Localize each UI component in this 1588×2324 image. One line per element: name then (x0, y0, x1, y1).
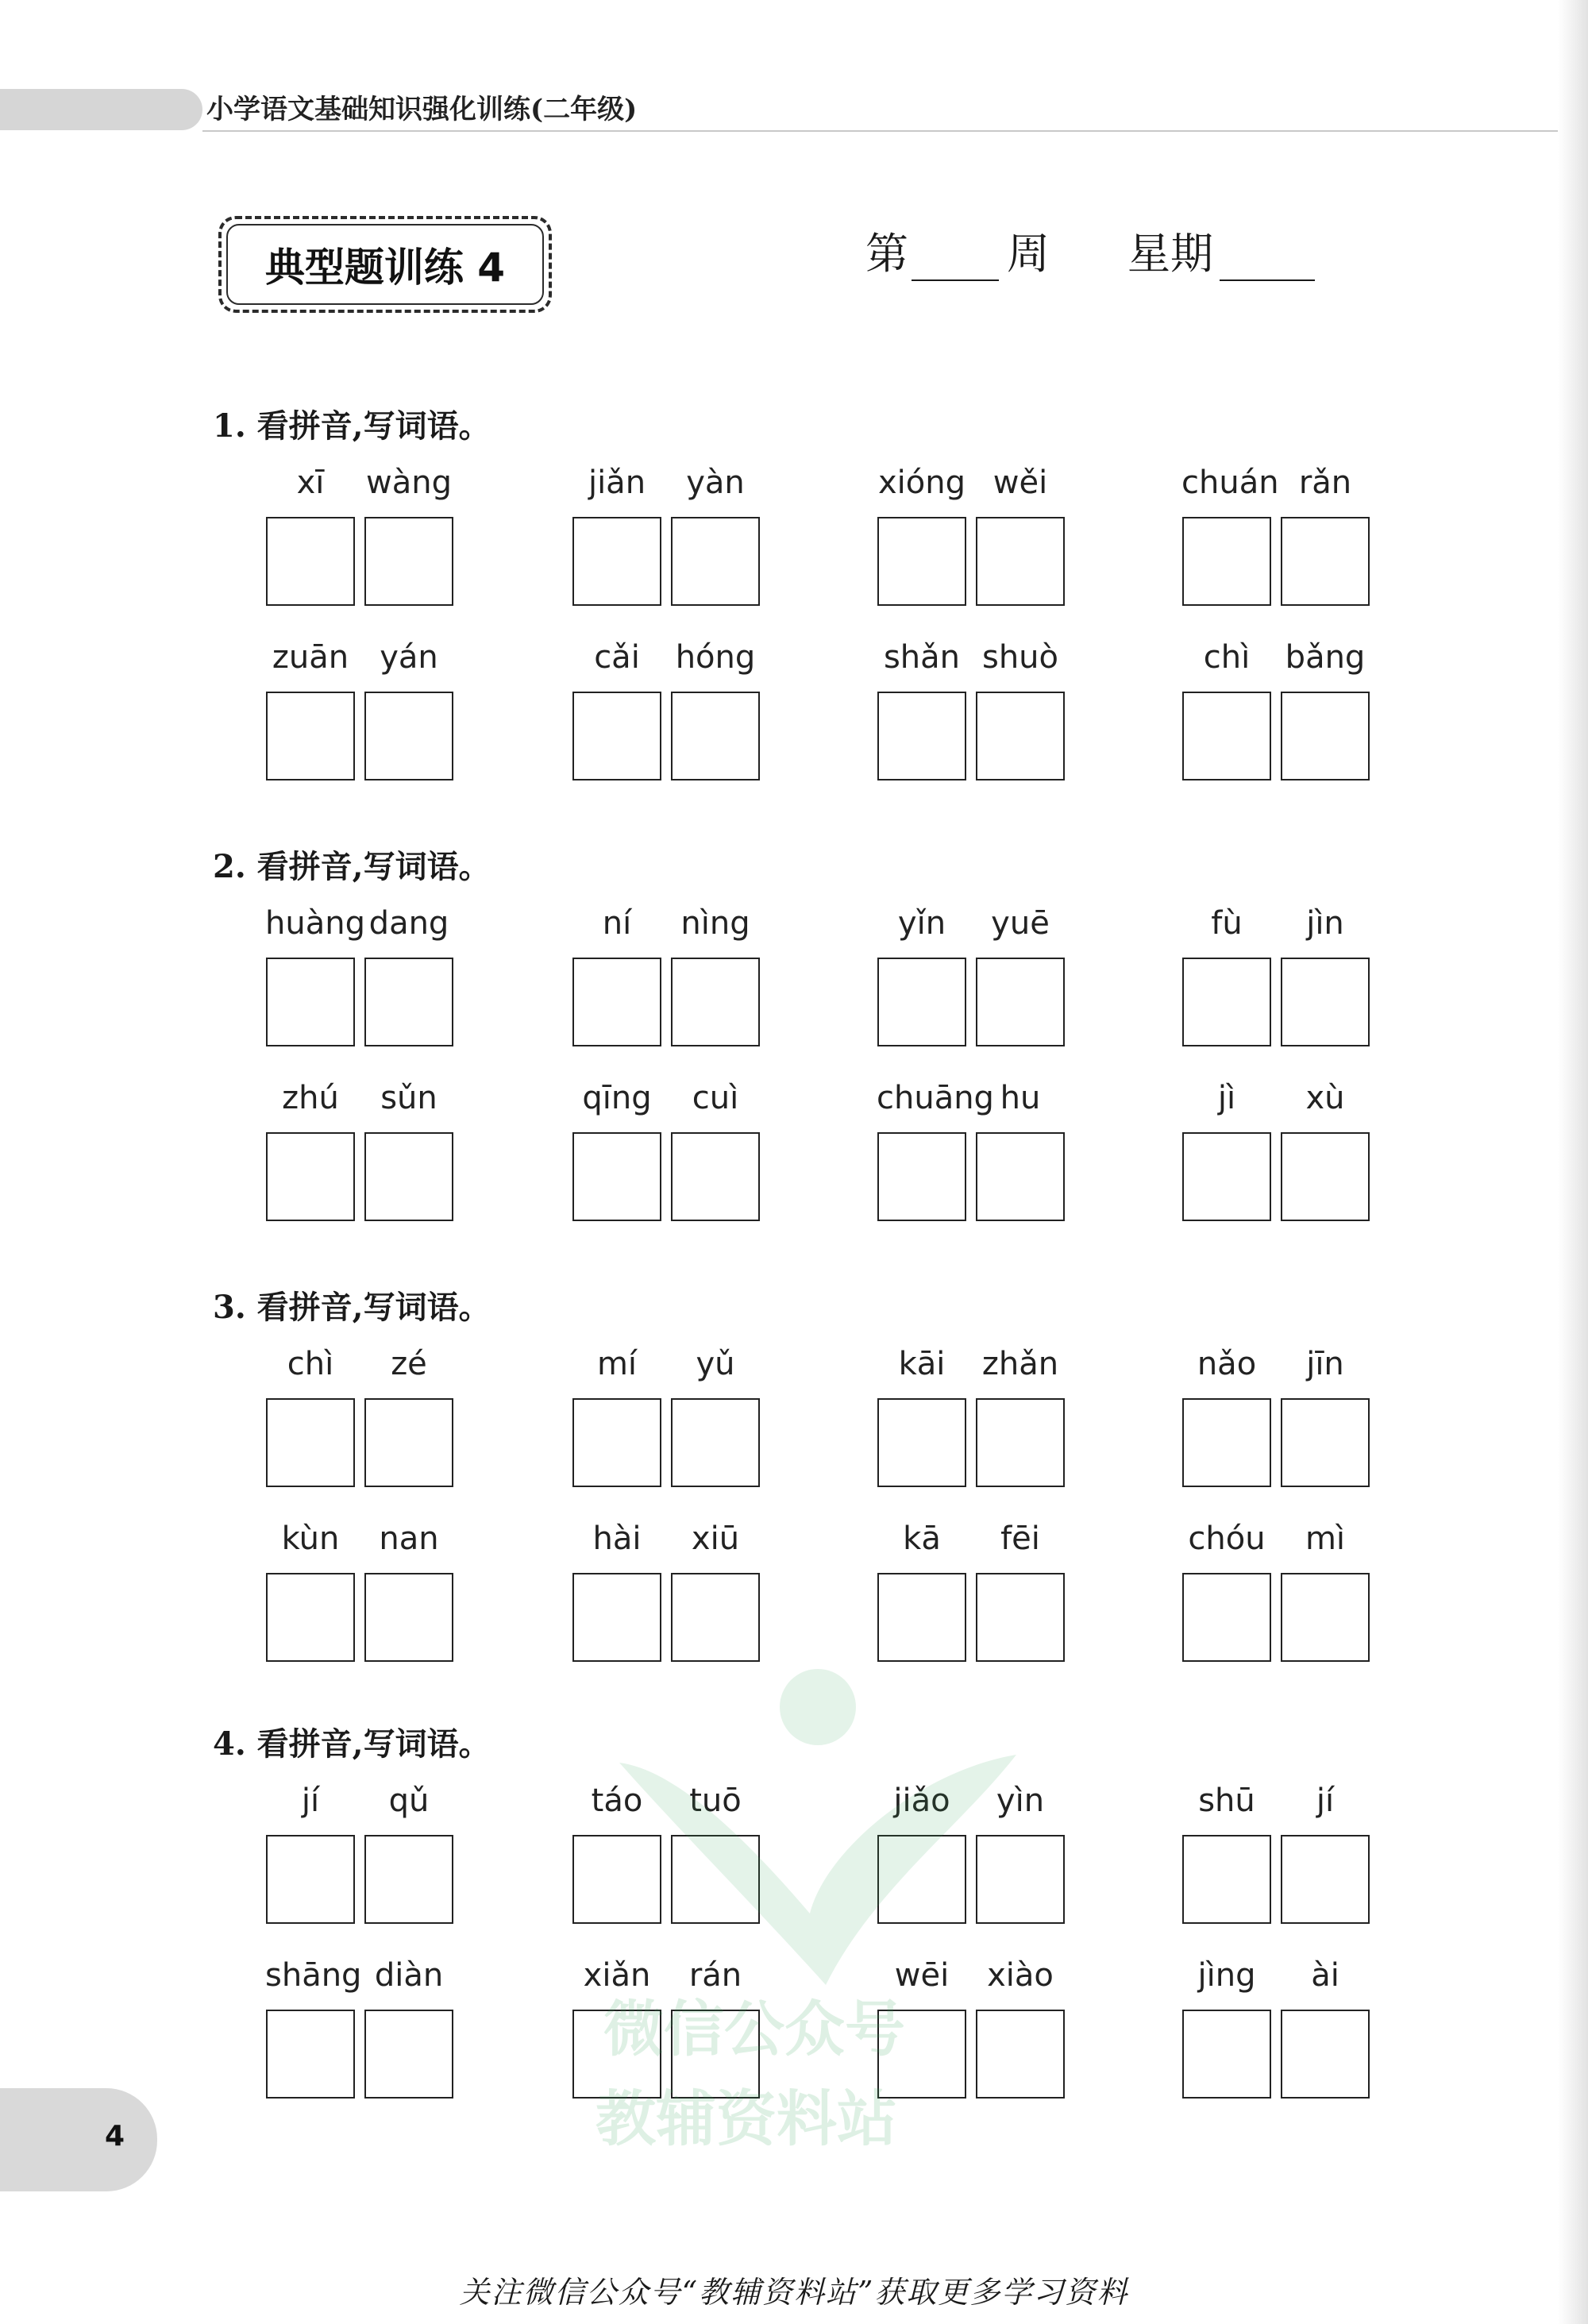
character-writing-box[interactable] (1182, 692, 1271, 780)
character-writing-box[interactable] (976, 517, 1065, 606)
pinyin-syllable: shǎn (883, 639, 961, 676)
pinyin-syllable: qǔ (388, 1783, 430, 1819)
pinyin-syllable: jīn (1306, 1346, 1344, 1382)
character-writing-box[interactable] (671, 517, 760, 606)
watermark-text-2: 教辅资料站 (596, 2083, 897, 2154)
question-title: 3. 看拼音,写词语。 (213, 1289, 491, 1326)
pinyin-syllable: huàng (265, 905, 365, 942)
character-writing-box[interactable] (1182, 1573, 1271, 1662)
character-writing-box[interactable] (364, 1132, 453, 1221)
pinyin-syllable: xiào (987, 1957, 1054, 1994)
pinyin-syllable: chì (287, 1346, 334, 1382)
pinyin-syllable: diàn (374, 1957, 444, 1994)
pinyin-syllable: yǐn (897, 905, 946, 942)
character-writing-box[interactable] (266, 1398, 355, 1487)
character-writing-box[interactable] (1281, 517, 1370, 606)
pinyin-syllable: fēi (1000, 1520, 1040, 1557)
pinyin-syllable: cǎi (594, 639, 640, 676)
page-number-tab (0, 2088, 157, 2191)
pinyin-syllable: nǎo (1197, 1346, 1257, 1382)
pinyin-syllable: wěi (992, 464, 1048, 501)
pinyin-syllable: yuē (991, 905, 1050, 942)
pinyin-syllable: shuò (981, 639, 1058, 676)
pinyin-syllable: xiǎn (583, 1957, 651, 1994)
pinyin-syllable: fù (1211, 905, 1243, 942)
character-writing-box[interactable] (976, 2010, 1065, 2099)
week-blank[interactable] (912, 279, 999, 281)
pinyin-syllable: chuāng (877, 1080, 994, 1116)
pinyin-syllable: mí (596, 1346, 638, 1382)
character-writing-box[interactable] (364, 1398, 453, 1487)
pinyin-syllable: xù (1305, 1080, 1345, 1116)
pinyin-syllable: wàng (366, 464, 452, 501)
character-writing-box[interactable] (877, 517, 966, 606)
header-divider (202, 130, 1588, 132)
weekday-blank[interactable] (1220, 279, 1315, 281)
character-writing-box[interactable] (976, 958, 1065, 1046)
character-writing-box[interactable] (877, 958, 966, 1046)
pinyin-syllable: jìn (1306, 905, 1344, 942)
page-number: 4 (105, 2120, 125, 2152)
character-writing-box[interactable] (671, 958, 760, 1046)
pinyin-syllable: zuān (272, 639, 349, 676)
character-writing-box[interactable] (877, 1573, 966, 1662)
pinyin-syllable: yìn (996, 1783, 1045, 1819)
pinyin-syllable: yàn (686, 464, 745, 501)
pinyin-syllable: xióng (878, 464, 966, 501)
character-writing-box[interactable] (364, 958, 453, 1046)
pinyin-syllable: xiū (691, 1520, 740, 1557)
pinyin-syllable: nìng (680, 905, 750, 942)
training-title: 典型题训练 4 (264, 245, 506, 291)
pinyin-syllable: jì (1217, 1080, 1236, 1116)
pinyin-syllable: tuō (689, 1783, 742, 1819)
character-writing-box[interactable] (266, 517, 355, 606)
character-writing-box[interactable] (364, 1835, 453, 1924)
character-writing-box[interactable] (1182, 2010, 1271, 2099)
character-writing-box[interactable] (671, 1835, 760, 1924)
pinyin-syllable: xī (296, 464, 325, 501)
question-title: 2. 看拼音,写词语。 (213, 848, 491, 885)
character-writing-box[interactable] (1182, 958, 1271, 1046)
character-writing-box[interactable] (1281, 1835, 1370, 1924)
pinyin-syllable: rǎn (1298, 464, 1352, 501)
pinyin-syllable: hu (1000, 1080, 1041, 1116)
pinyin-syllable: jí (301, 1783, 320, 1819)
character-writing-box[interactable] (364, 1573, 453, 1662)
character-writing-box[interactable] (364, 692, 453, 780)
character-writing-box[interactable] (266, 958, 355, 1046)
character-writing-box[interactable] (572, 517, 661, 606)
character-writing-box[interactable] (1281, 692, 1370, 780)
pinyin-syllable: sǔn (380, 1080, 437, 1116)
pinyin-syllable: bǎng (1285, 639, 1366, 676)
character-writing-box[interactable] (671, 692, 760, 780)
week-suffix: 周 (1007, 229, 1050, 279)
pinyin-syllable: shū (1198, 1783, 1255, 1819)
footer-note: 关注微信公众号“教辅资料站”获取更多学习资料 (459, 2275, 1129, 2310)
character-writing-box[interactable] (266, 1835, 355, 1924)
character-writing-box[interactable] (671, 1132, 760, 1221)
pinyin-syllable: wēi (894, 1957, 950, 1994)
header-tab (0, 89, 202, 130)
pinyin-syllable: hóng (675, 639, 756, 676)
character-writing-box[interactable] (671, 1573, 760, 1662)
character-writing-box[interactable] (976, 1132, 1065, 1221)
character-writing-box[interactable] (877, 1132, 966, 1221)
pinyin-syllable: ní (602, 905, 632, 942)
character-writing-box[interactable] (1281, 1398, 1370, 1487)
pinyin-syllable: kāi (898, 1346, 946, 1382)
character-writing-box[interactable] (1182, 1132, 1271, 1221)
character-writing-box[interactable] (877, 692, 966, 780)
character-writing-box[interactable] (266, 692, 355, 780)
pinyin-syllable: mì (1305, 1520, 1346, 1557)
character-writing-box[interactable] (671, 1398, 760, 1487)
pinyin-syllable: jìng (1197, 1957, 1256, 1994)
character-writing-box[interactable] (1281, 1132, 1370, 1221)
watermark-text-1: 微信公众号 (603, 1994, 905, 2064)
character-writing-box[interactable] (572, 1398, 661, 1487)
character-writing-box[interactable] (572, 1835, 661, 1924)
pinyin-syllable: kā (903, 1520, 941, 1557)
weekday-label: 星期 (1127, 229, 1213, 279)
pinyin-syllable: shāng (265, 1957, 362, 1994)
pinyin-syllable: dang (368, 905, 449, 942)
pinyin-syllable: nan (379, 1520, 439, 1557)
character-writing-box[interactable] (877, 1398, 966, 1487)
character-writing-box[interactable] (976, 692, 1065, 780)
character-writing-box[interactable] (266, 2010, 355, 2099)
pinyin-syllable: zé (391, 1346, 427, 1382)
training-title-frame (218, 216, 552, 313)
pinyin-syllable: zhǎn (981, 1346, 1059, 1382)
character-writing-box[interactable] (364, 517, 453, 606)
character-writing-box[interactable] (572, 1132, 661, 1221)
pinyin-syllable: cuì (692, 1080, 739, 1116)
character-writing-box[interactable] (266, 1132, 355, 1221)
character-writing-box[interactable] (364, 2010, 453, 2099)
character-writing-box[interactable] (1182, 1835, 1271, 1924)
question-title: 4. 看拼音,写词语。 (213, 1725, 491, 1763)
pinyin-syllable: chuán (1181, 464, 1279, 501)
pinyin-syllable: kùn (281, 1520, 340, 1557)
book-title: 小学语文基础知识强化训练(二年级) (206, 94, 638, 125)
pinyin-syllable: yǔ (696, 1346, 735, 1382)
pinyin-syllable: jí (1316, 1783, 1335, 1819)
character-writing-box[interactable] (572, 1573, 661, 1662)
pinyin-syllable: jiǎn (588, 464, 646, 501)
character-writing-box[interactable] (976, 1835, 1065, 1924)
pinyin-syllable: ài (1311, 1957, 1339, 1994)
question-title: 1. 看拼音,写词语。 (213, 407, 491, 445)
pinyin-syllable: jiǎo (893, 1783, 950, 1819)
character-writing-box[interactable] (976, 1398, 1065, 1487)
character-writing-box[interactable] (877, 1835, 966, 1924)
pinyin-syllable: chóu (1188, 1520, 1266, 1557)
pinyin-syllable: qīng (582, 1080, 652, 1116)
pinyin-syllable: rán (688, 1957, 742, 1994)
character-writing-box[interactable] (976, 1573, 1065, 1662)
pinyin-syllable: táo (591, 1783, 643, 1819)
character-writing-box[interactable] (266, 1573, 355, 1662)
character-writing-box[interactable] (1182, 1398, 1271, 1487)
page-edge-shadow (1558, 0, 1588, 2324)
character-writing-box[interactable] (1281, 958, 1370, 1046)
character-writing-box[interactable] (572, 692, 661, 780)
pinyin-syllable: yán (380, 639, 438, 676)
pinyin-syllable: hài (592, 1520, 642, 1557)
character-writing-box[interactable] (572, 958, 661, 1046)
week-prefix: 第 (865, 229, 908, 279)
character-writing-box[interactable] (1281, 1573, 1370, 1662)
character-writing-box[interactable] (1281, 2010, 1370, 2099)
character-writing-box[interactable] (1182, 517, 1271, 606)
pinyin-syllable: chì (1203, 639, 1251, 676)
pinyin-syllable: zhú (282, 1080, 339, 1116)
